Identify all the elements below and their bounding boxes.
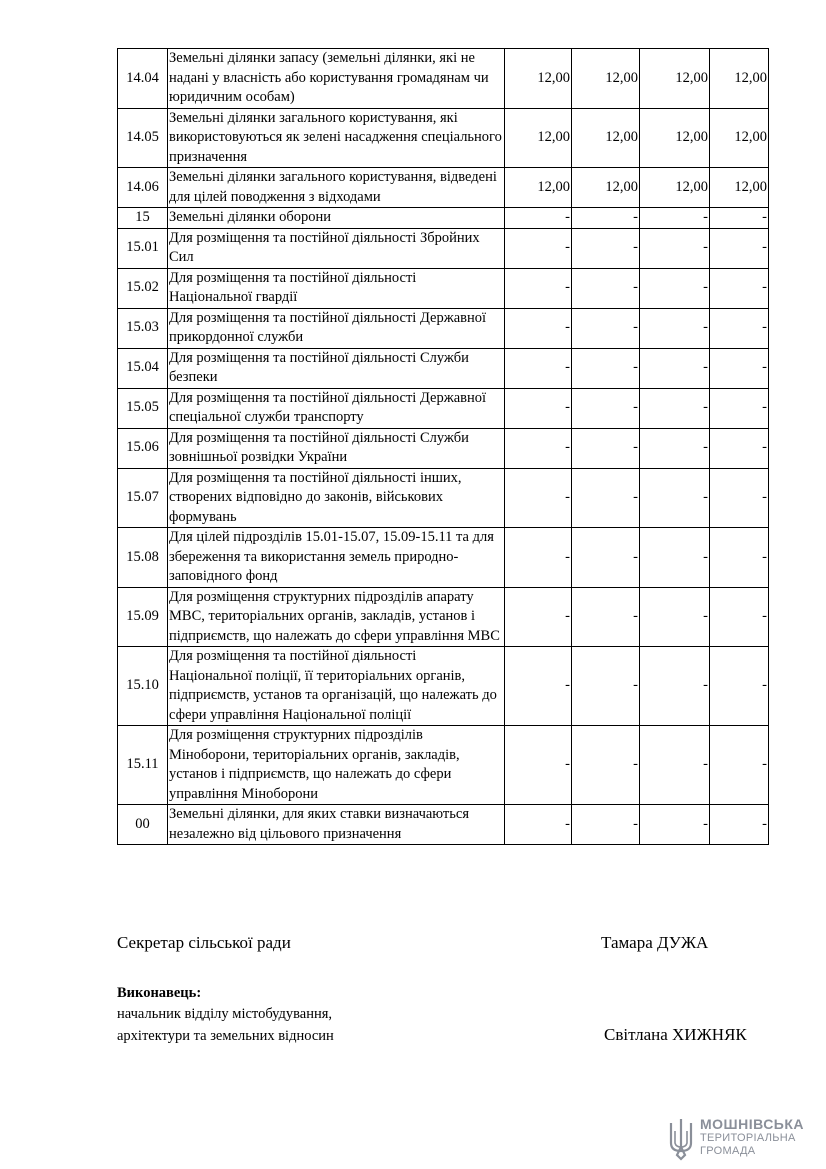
row-rate-3: - [640, 805, 710, 845]
row-rate-3: 12,00 [640, 108, 710, 168]
row-rate-3: 12,00 [640, 49, 710, 109]
executor-position-line2: архітектури та земельних відносин [117, 1028, 334, 1044]
row-rate-4: - [710, 647, 769, 726]
row-description: Земельні ділянки загального користування, які використовуються як зелені насадження спеціального призначення [168, 108, 505, 168]
row-rate-2: - [572, 587, 640, 647]
row-code: 15.04 [118, 348, 168, 388]
row-description: Земельні ділянки запасу (земельні ділянки, які не надані у власність або користування громадянам чи юридичним особам) [168, 49, 505, 109]
row-rate-4: - [710, 208, 769, 229]
row-rate-1: - [505, 805, 572, 845]
row-rate-2: 12,00 [572, 108, 640, 168]
row-rate-2: - [572, 228, 640, 268]
table-row [118, 348, 769, 388]
row-rate-1: 12,00 [505, 108, 572, 168]
row-rate-3: 12,00 [640, 168, 710, 208]
table-row [118, 168, 769, 208]
row-rate-2: - [572, 528, 640, 588]
row-rate-4: - [710, 348, 769, 388]
executor-position-line1: начальник відділу містобудування, [117, 1006, 333, 1022]
row-code: 15.11 [118, 726, 168, 805]
secretary-name: Тамара ДУЖА [601, 933, 709, 952]
row-rate-2: - [572, 805, 640, 845]
row-rate-3: - [640, 647, 710, 726]
row-rate-1: 12,00 [505, 168, 572, 208]
row-rate-1: - [505, 228, 572, 268]
table-row [118, 587, 769, 647]
row-code: 14.06 [118, 168, 168, 208]
row-rate-2: - [572, 308, 640, 348]
table-row [118, 647, 769, 726]
row-rate-1: - [505, 388, 572, 428]
table-row [118, 805, 769, 845]
row-rate-1: - [505, 268, 572, 308]
row-rate-3: - [640, 228, 710, 268]
row-rate-3: - [640, 587, 710, 647]
row-rate-2: - [572, 647, 640, 726]
row-description: Для розміщення та постійної діяльності Служби безпеки [168, 348, 505, 388]
table-row [118, 208, 769, 229]
row-rate-2: - [572, 388, 640, 428]
row-rate-4: - [710, 528, 769, 588]
row-code: 14.05 [118, 108, 168, 168]
row-rate-4: - [710, 388, 769, 428]
row-rate-2: - [572, 726, 640, 805]
row-rate-2: 12,00 [572, 49, 640, 109]
row-description: Для розміщення та постійної діяльності Державної спеціальної служби транспорту [168, 388, 505, 428]
row-description: Для розміщення та постійної діяльності Збройних Сил [168, 228, 505, 268]
trident-icon [667, 1117, 695, 1161]
row-description: Земельні ділянки оборони [168, 208, 505, 229]
row-code: 15 [118, 208, 168, 229]
row-rate-4: - [710, 805, 769, 845]
table-row [118, 428, 769, 468]
row-rate-1: - [505, 348, 572, 388]
row-rate-4: 12,00 [710, 49, 769, 109]
row-rate-3: - [640, 726, 710, 805]
row-description: Для розміщення структурних підрозділів апарату МВС, територіальних органів, закладів, установ і підприємств, що належать до сфери управління МВС [168, 587, 505, 647]
row-rate-4: - [710, 587, 769, 647]
row-description: Земельні ділянки, для яких ставки визначаються незалежно від цільового призначення [168, 805, 505, 845]
row-code: 15.01 [118, 228, 168, 268]
row-rate-2: - [572, 348, 640, 388]
table-body [118, 49, 769, 845]
row-rate-3: - [640, 268, 710, 308]
row-rate-3: - [640, 208, 710, 229]
row-rate-2: - [572, 468, 640, 528]
row-rate-1: - [505, 726, 572, 805]
row-rate-2: - [572, 268, 640, 308]
row-code: 14.04 [118, 49, 168, 109]
row-rate-4: - [710, 468, 769, 528]
row-rate-1: - [505, 308, 572, 348]
table-row [118, 308, 769, 348]
community-logo [667, 1116, 805, 1163]
row-rate-1: - [505, 528, 572, 588]
row-rate-4: - [710, 308, 769, 348]
row-description: Для розміщення та постійної діяльності інших, створених відповідно до законів, військових формувань [168, 468, 505, 528]
row-code: 15.05 [118, 388, 168, 428]
logo-line1: МОШНІВСЬКА [700, 1116, 805, 1132]
row-code: 15.06 [118, 428, 168, 468]
row-rate-4: 12,00 [710, 168, 769, 208]
row-rate-4: - [710, 228, 769, 268]
row-rate-2: 12,00 [572, 168, 640, 208]
row-code: 00 [118, 805, 168, 845]
row-rate-3: - [640, 388, 710, 428]
land-tax-rates-table [117, 48, 769, 845]
table-row [118, 468, 769, 528]
row-rate-4: - [710, 726, 769, 805]
table-row [118, 108, 769, 168]
row-rate-4: - [710, 428, 769, 468]
row-description: Для розміщення та постійної діяльності Державної прикордонної служби [168, 308, 505, 348]
table-row [118, 228, 769, 268]
logo-line3: ГРОМАДА [700, 1145, 756, 1157]
row-rate-3: - [640, 348, 710, 388]
table-row [118, 528, 769, 588]
row-description: Для цілей підрозділів 15.01-15.07, 15.09-15.11 та для збереження та використання земель природно-заповідного фонд [168, 528, 505, 588]
secretary-title: Секретар сільської ради [117, 933, 291, 952]
row-code: 15.02 [118, 268, 168, 308]
row-rate-4: 12,00 [710, 108, 769, 168]
row-code: 15.07 [118, 468, 168, 528]
row-code: 15.08 [118, 528, 168, 588]
row-rate-3: - [640, 528, 710, 588]
row-description: Для розміщення та постійної діяльності Національної поліції, її територіальних органів, підприємств, установ та організацій, що належать до сфери управління Національної поліції [168, 647, 505, 726]
row-rate-2: - [572, 208, 640, 229]
row-rate-2: - [572, 428, 640, 468]
row-rate-1: - [505, 587, 572, 647]
table-row [118, 49, 769, 109]
executor-heading: Виконавець: [117, 985, 202, 1001]
row-code: 15.09 [118, 587, 168, 647]
logo-line2: ТЕРИТОРІАЛЬНА [700, 1132, 796, 1144]
row-description: Для розміщення та постійної діяльності Служби зовнішньої розвідки України [168, 428, 505, 468]
row-rate-1: - [505, 468, 572, 528]
row-code: 15.10 [118, 647, 168, 726]
table-row [118, 268, 769, 308]
row-rate-1: - [505, 647, 572, 726]
row-rate-1: - [505, 208, 572, 229]
executor-name: Світлана ХИЖНЯК [604, 1025, 747, 1044]
row-rate-1: 12,00 [505, 49, 572, 109]
row-rate-3: - [640, 468, 710, 528]
row-rate-1: - [505, 428, 572, 468]
row-description: Для розміщення структурних підрозділів Міноборони, територіальних органів, закладів, установ і підприємств, що належать до сфери управління Міноборони [168, 726, 505, 805]
row-rate-3: - [640, 308, 710, 348]
row-rate-3: - [640, 428, 710, 468]
row-code: 15.03 [118, 308, 168, 348]
table-row [118, 388, 769, 428]
table-row [118, 726, 769, 805]
row-description: Земельні ділянки загального користування, відведені для цілей поводження з відходами [168, 168, 505, 208]
row-description: Для розміщення та постійної діяльності Національної гвардії [168, 268, 505, 308]
row-rate-4: - [710, 268, 769, 308]
